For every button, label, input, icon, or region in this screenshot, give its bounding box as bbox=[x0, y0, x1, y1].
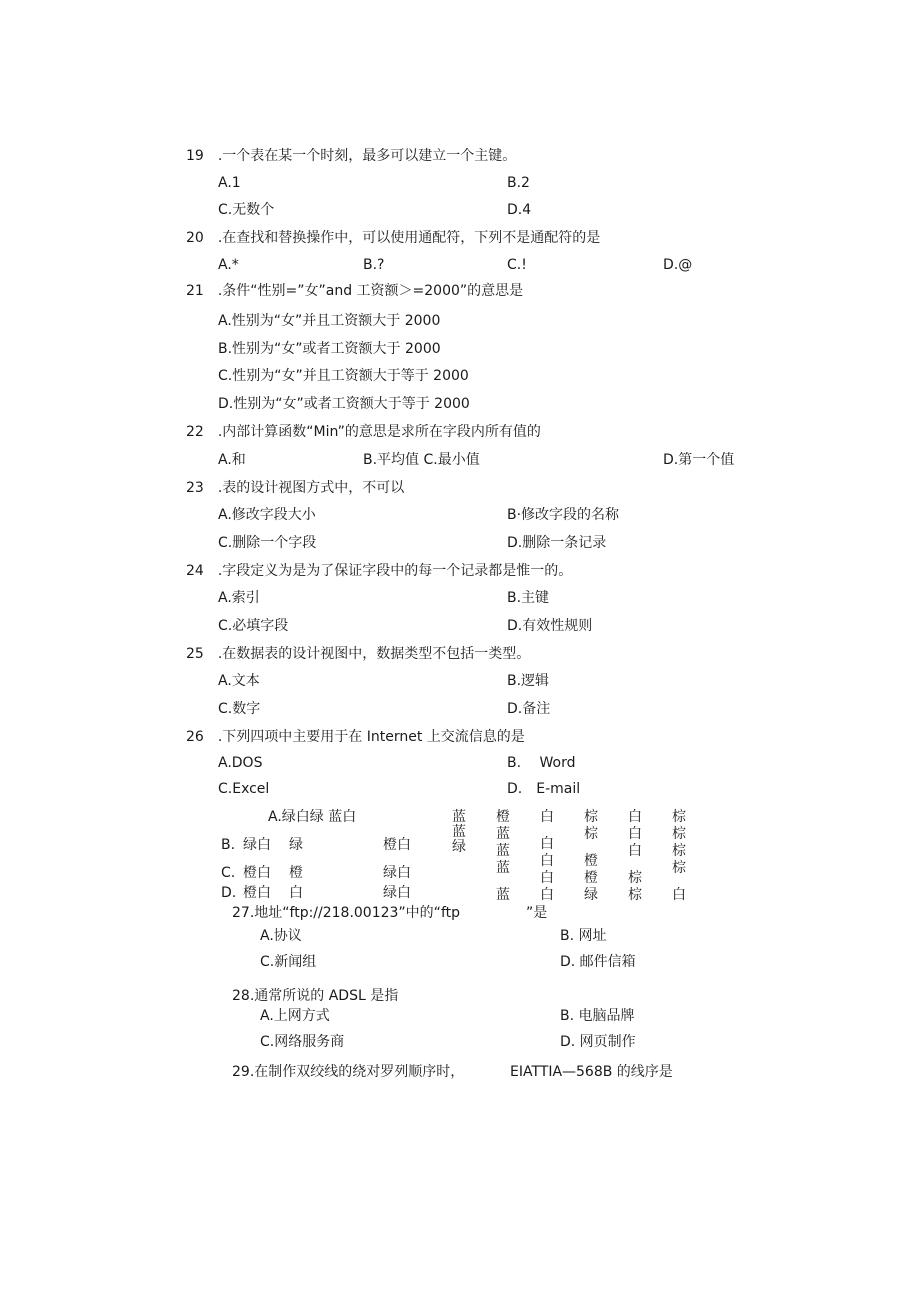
q24-option-b: B.主键 bbox=[507, 590, 550, 606]
q22-option-a: A.和 bbox=[218, 452, 246, 468]
q24-stem: 24 .字段定义为是为了保证字段中的每一个记录都是惟一的。 bbox=[186, 563, 573, 579]
wire-col1-cell: 蓝 bbox=[452, 824, 466, 840]
q19-stem: 19 .一个表在某一个时刻，最多可以建立一个主键。 bbox=[186, 148, 517, 164]
q28-option-b: B. 电脑品牌 bbox=[560, 1008, 635, 1024]
wire-col5-cell: 棕 bbox=[628, 870, 642, 886]
q27-stem: 27.地址“ftp://218.00123”中的“ftp bbox=[232, 905, 460, 921]
wire-col2-cell: 橙 bbox=[496, 809, 510, 825]
wire-col4-cell: 绿 bbox=[584, 887, 598, 903]
q26-option-a: A.DOS bbox=[218, 755, 263, 771]
q25-option-a: A.文本 bbox=[218, 673, 260, 689]
wire-col5-cell: 白 bbox=[628, 809, 642, 825]
q20-stem: 20 .在查找和替换操作中，可以使用通配符，下列不是通配符的是 bbox=[186, 230, 601, 246]
wire-option-c-label: C. bbox=[221, 865, 236, 881]
wire-col2-cell: 蓝 bbox=[496, 887, 510, 903]
q28-stem: 28.通常所说的 ADSL 是指 bbox=[232, 988, 399, 1004]
q27-stem-end: ”是 bbox=[526, 905, 548, 921]
q28-option-d: D. 网页制作 bbox=[560, 1034, 636, 1050]
wire-option-c-1: 橙白 bbox=[243, 865, 271, 881]
wire-col5-cell: 白 bbox=[628, 826, 642, 842]
q26-option-c: C.Excel bbox=[218, 781, 270, 797]
q23-option-b: B·修改字段的名称 bbox=[507, 507, 620, 523]
q26-option-b: B. Word bbox=[507, 755, 576, 771]
q29-stem-end: EIATTIA—568B 的线序是 bbox=[510, 1064, 673, 1080]
wire-option-d-label: D. bbox=[221, 885, 237, 901]
q21-stem: 21 .条件“性别=”女”and 工资额＞=2000”的意思是 bbox=[186, 283, 524, 299]
wire-col2-cell: 蓝 bbox=[496, 860, 510, 876]
wire-col6-cell: 棕 bbox=[672, 860, 686, 876]
q23-option-c: C.删除一个字段 bbox=[218, 535, 317, 551]
wire-col6-cell: 白 bbox=[672, 887, 686, 903]
q21-option-c: C.性别为“女”并且工资额大于等于 2000 bbox=[218, 368, 469, 384]
wire-col6-cell: 棕 bbox=[672, 809, 686, 825]
q22-option-d: D.第一个值 bbox=[663, 452, 735, 468]
q25-option-c: C.数字 bbox=[218, 701, 261, 717]
wire-col4-cell: 橙 bbox=[584, 870, 598, 886]
q26-option-d: D. E-mail bbox=[507, 781, 581, 797]
q27-option-a: A.协议 bbox=[260, 928, 302, 944]
q19-option-c: C.无数个 bbox=[218, 202, 275, 218]
q20-option-d: D.@ bbox=[663, 257, 693, 273]
q28-option-c: C.网络服务商 bbox=[260, 1034, 345, 1050]
wire-col4-cell: 棕 bbox=[584, 826, 598, 842]
q19-option-d: D.4 bbox=[507, 202, 532, 218]
q26-stem: 26 .下列四项中主要用于在 Internet 上交流信息的是 bbox=[186, 729, 525, 745]
wire-col3-cell: 白 bbox=[540, 870, 554, 886]
q25-option-b: B.逻辑 bbox=[507, 673, 550, 689]
wire-option-c-3: 绿白 bbox=[383, 865, 411, 881]
q23-option-a: A.修改字段大小 bbox=[218, 507, 316, 523]
wire-col1-cell: 蓝 bbox=[452, 809, 466, 825]
wire-option-a: A.绿白绿 蓝白 bbox=[268, 809, 357, 825]
wire-col2-cell: 蓝 bbox=[496, 843, 510, 859]
q20-option-a: A.* bbox=[218, 257, 239, 273]
q29-stem: 29.在制作双绞线的绕对罗列顺序时， bbox=[232, 1064, 465, 1080]
wire-option-b-1: 绿白 bbox=[243, 837, 271, 853]
wire-option-b-label: B. bbox=[221, 837, 236, 853]
q22-stem: 22 .内部计算函数“Min”的意思是求所在字段内所有值的 bbox=[186, 424, 541, 440]
q24-option-a: A.索引 bbox=[218, 590, 260, 606]
wire-option-d-2: 白 bbox=[289, 885, 303, 901]
q27-option-c: C.新闻组 bbox=[260, 954, 317, 970]
wire-col6-cell: 棕 bbox=[672, 843, 686, 859]
q19-option-a: A.1 bbox=[218, 175, 241, 191]
wire-col6-cell: 棕 bbox=[672, 826, 686, 842]
wire-option-b-3: 橙白 bbox=[383, 837, 411, 853]
wire-option-d-1: 橙白 bbox=[243, 885, 271, 901]
wire-col3-cell: 白 bbox=[540, 809, 554, 825]
q27-option-b: B. 网址 bbox=[560, 928, 607, 944]
q27-option-d: D. 邮件信箱 bbox=[560, 954, 636, 970]
q20-option-b: B.? bbox=[363, 257, 385, 273]
wire-col3-cell: 白 bbox=[540, 853, 554, 869]
wire-col4-cell: 橙 bbox=[584, 853, 598, 869]
wire-option-c-2: 橙 bbox=[289, 865, 303, 881]
wire-option-d-3: 绿白 bbox=[383, 885, 411, 901]
wire-col3-cell: 白 bbox=[540, 836, 554, 852]
wire-col2-cell: 蓝 bbox=[496, 826, 510, 842]
q24-option-d: D.有效性规则 bbox=[507, 618, 593, 634]
q21-option-d: D.性别为“女”或者工资额大于等于 2000 bbox=[218, 396, 470, 412]
q23-stem: 23 .表的设计视图方式中，不可以 bbox=[186, 480, 405, 496]
wire-col4-cell: 棕 bbox=[584, 809, 598, 825]
wire-option-b-2: 绿 bbox=[289, 837, 303, 853]
q21-option-b: B.性别为“女”或者工资额大于 2000 bbox=[218, 341, 441, 357]
wire-col5-cell: 棕 bbox=[628, 887, 642, 903]
wire-col5-cell: 白 bbox=[628, 843, 642, 859]
wire-col3-cell: 白 bbox=[540, 887, 554, 903]
q23-option-d: D.删除一条记录 bbox=[507, 535, 607, 551]
q19-option-b: B.2 bbox=[507, 175, 530, 191]
q20-option-c: C.! bbox=[507, 257, 527, 273]
q28-option-a: A.上网方式 bbox=[260, 1008, 330, 1024]
q25-stem: 25 .在数据表的设计视图中，数据类型不包括一类型。 bbox=[186, 646, 531, 662]
q21-option-a: A.性别为“女”并且工资额大于 2000 bbox=[218, 313, 441, 329]
q24-option-c: C.必填字段 bbox=[218, 618, 289, 634]
q25-option-d: D.备注 bbox=[507, 701, 551, 717]
q22-option-bc: B.平均值 C.最小值 bbox=[363, 452, 480, 468]
wire-col1-cell: 绿 bbox=[452, 839, 466, 855]
